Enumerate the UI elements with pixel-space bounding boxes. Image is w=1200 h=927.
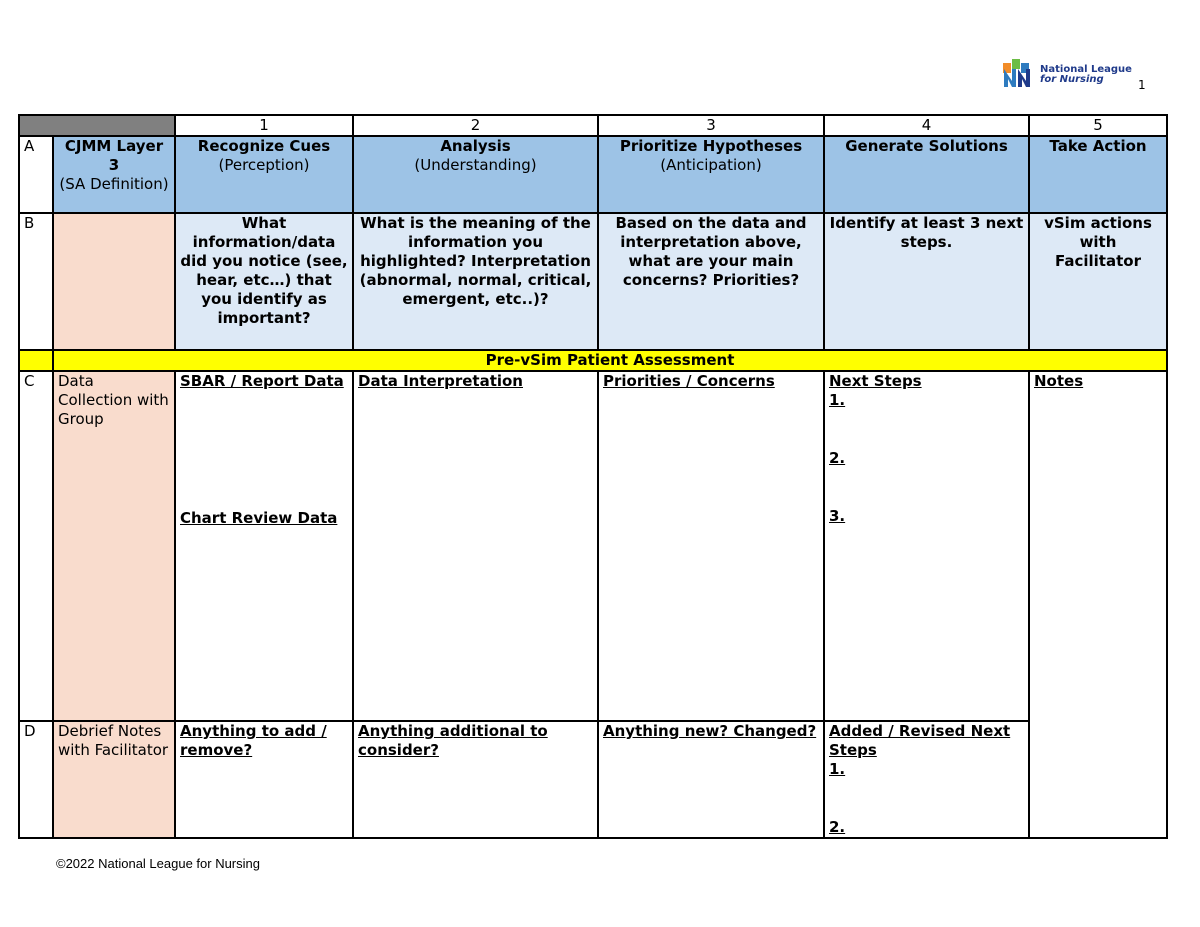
- column-number: 2: [353, 115, 598, 136]
- question-cell: What is the meaning of the information you highlighted? Interpretation (abnormal, normal, critical, emergent, etc..)?: [353, 213, 598, 350]
- banner-row: [19, 350, 1167, 371]
- cjmm-title: CJMM Layer 3: [64, 137, 164, 174]
- header-prioritize-hypotheses: Prioritize Hypotheses (Anticipation): [598, 136, 824, 213]
- step-number: 1.: [829, 391, 846, 409]
- revised-steps-heading: Added / Revised Next Steps: [829, 722, 1011, 759]
- nln-logo-text: National League for Nursing: [1040, 64, 1132, 85]
- header-generate-solutions: Generate Solutions: [824, 136, 1029, 213]
- column-number-row: [19, 115, 1167, 136]
- pre-vsim-banner: Pre-vSim Patient Assessment: [53, 350, 1167, 371]
- sbar-heading: SBAR / Report Data: [180, 372, 344, 390]
- data-interpretation-cell: [353, 371, 598, 721]
- nln-logo: [1002, 57, 1142, 91]
- new-changed-cell: [598, 721, 824, 838]
- data-interpretation-heading: Data Interpretation: [358, 372, 523, 390]
- column-number: 5: [1029, 115, 1167, 136]
- column-number: 1: [175, 115, 353, 136]
- cjmm-subtitle: (SA Definition): [59, 175, 169, 193]
- priorities-heading: Priorities / Concerns: [603, 372, 775, 390]
- copyright-footer: ©2022 National League for Nursing: [56, 856, 260, 871]
- next-steps-cell: [824, 371, 1029, 721]
- cjmm-worksheet-table: [18, 114, 1168, 839]
- debrief-label: Debrief Notes with Facilitator: [53, 721, 175, 838]
- column-number: 4: [824, 115, 1029, 136]
- revised-steps-cell: [824, 721, 1029, 838]
- next-steps-heading: Next Steps: [829, 372, 922, 390]
- add-remove-cell: [175, 721, 353, 838]
- nln-logo-mark-icon: [1002, 57, 1036, 89]
- additional-cell: [353, 721, 598, 838]
- question-cell: Based on the data and interpretation above, what are your main concerns? Priorities?: [598, 213, 824, 350]
- add-remove-heading: Anything to add / remove?: [180, 722, 327, 759]
- new-changed-heading: Anything new? Changed?: [603, 722, 817, 740]
- header-analysis: Analysis (Understanding): [353, 136, 598, 213]
- row-label: D: [19, 721, 53, 838]
- step-number: 3.: [829, 507, 846, 525]
- cjmm-layer-cell: [53, 136, 175, 213]
- header-recognize-cues: Recognize Cues (Perception): [175, 136, 353, 213]
- step-number: 1.: [829, 760, 846, 778]
- row-b: [19, 213, 1167, 350]
- notes-heading: Notes: [1034, 372, 1084, 390]
- chart-review-heading: Chart Review Data: [180, 509, 338, 527]
- row-label: C: [19, 371, 53, 721]
- notes-cell: [1029, 371, 1167, 838]
- side-blank-cell: [53, 213, 175, 350]
- column-number: 3: [598, 115, 824, 136]
- header-blank-cell: [19, 115, 175, 136]
- question-cell: What information/data did you notice (see, hear, etc…) that you identify as important?: [175, 213, 353, 350]
- page-number: 1: [1138, 78, 1146, 92]
- step-number: 2.: [829, 449, 846, 467]
- header-take-action: Take Action: [1029, 136, 1167, 213]
- question-cell: vSim actions with Facilitator: [1029, 213, 1167, 350]
- banner-left-cell: [19, 350, 53, 371]
- row-c: [19, 371, 1167, 721]
- data-collection-label: Data Collection with Group: [53, 371, 175, 721]
- question-cell: Identify at least 3 next steps.: [824, 213, 1029, 350]
- priorities-cell: [598, 371, 824, 721]
- row-label: B: [19, 213, 53, 350]
- row-label: A: [19, 136, 53, 213]
- sbar-cell: [175, 371, 353, 721]
- step-number: 2.: [829, 818, 846, 836]
- row-d: [19, 721, 1167, 838]
- additional-heading: Anything additional to consider?: [358, 722, 548, 759]
- row-a: [19, 136, 1167, 213]
